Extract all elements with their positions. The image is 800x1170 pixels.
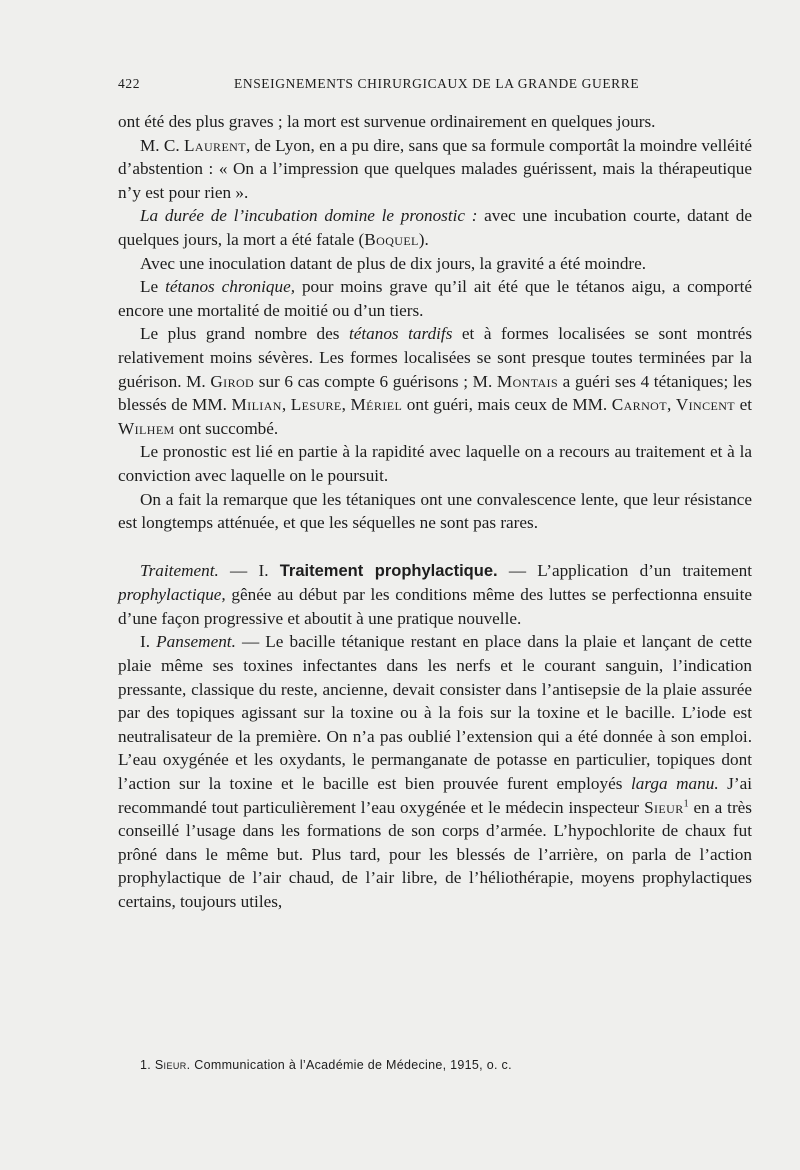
text-run: ont été des plus graves ; la mort est survenue ordinairement en quelques jours. — [118, 112, 656, 131]
italic-run: Traitement. — [140, 560, 219, 580]
text-run: — L’application d’un traitement — [497, 560, 753, 580]
text-run: avec une incubation courte, datant de quelques jours, la mort a été fatale ( — [118, 206, 752, 249]
footnote-number: 1. — [140, 1058, 152, 1072]
italic-run: Pansement. — [156, 632, 236, 652]
text-run: , de Lyon, en a pu dire, sans que sa formule comportât la moindre velléité d’abstention : « On a l’impression que quelques malades guérissent, mais la thérapeutique n’y est pour rien ». — [118, 135, 752, 202]
author-name: Mériel — [350, 395, 403, 415]
italic-run: prophylactique, — [118, 585, 226, 605]
text-run: On a fait la remarque que les tétaniques ont une convalescence lente, que leur résistance est longtemps atténuée, et que les séquelles ne sont pas rares. — [118, 489, 752, 533]
text-run: — Le bacille tétanique restant en place dans la plaie et lançant de cette plaie même ses toxines infectantes dans les nerfs et le courant sanguin, l’indication pressante, classique du reste, ancienne, devait consister dans l’antisepsie de la plaie assurée par des topiques agissant sur la toxine ou à la fois sur la toxine et le bacille. L’iode est neutralisateur de la première. On n’a pas oublié l’extension qui a été donnée à son emploi. L’eau oxygénée et les oxydants, le permanganate de potasse en particulier, topiques dont l’action sur la toxine et le bacille est bien prouvée furent employés — [118, 632, 752, 794]
footnote-author: Sieur. — [154, 1058, 191, 1072]
text-run: ont guéri, mais ceux de MM. — [402, 395, 612, 415]
text-run: a guéri ses 4 tétaniques; les blessés de MM. — [118, 371, 753, 415]
section-heading: Traitement prophylactique. — [279, 561, 498, 580]
text-run: , — [666, 395, 676, 415]
section-spacer — [118, 535, 752, 559]
text-run: pour moins grave qu’il ait été que le tétanos aigu, a comporté encore une mortalité de moitié ou d’un tiers. — [118, 277, 752, 320]
author-name: Laurent — [184, 135, 246, 155]
text-run: Le plus grand nombre des — [140, 324, 349, 344]
italic-run: larga manu. — [630, 774, 719, 794]
body-text — [118, 110, 752, 914]
paragraph — [118, 134, 752, 205]
text-run: , — [341, 395, 351, 415]
page-number: 422 — [118, 76, 141, 91]
text-run: Le pronostic est lié en partie à la rapidité avec laquelle on a recours au traitement et à la conviction avec laquelle on le poursuit. — [118, 442, 752, 485]
italic-run: tétanos tardifs — [348, 324, 453, 344]
author-name: Vincent — [675, 395, 736, 415]
section-heading-paragraph — [118, 559, 752, 631]
text-run: gênée au début par les conditions même des luttes se perfectionna ensuite d’une façon progressive et aboutit à une pratique nouvelle. — [118, 585, 752, 628]
text-run: M. C. — [140, 135, 185, 155]
running-title: ENSEIGNEMENTS CHIRURGICAUX DE LA GRANDE GUERRE — [234, 76, 640, 91]
author-name: Lesure — [290, 395, 342, 415]
text-run: sur 6 cas compte 6 guérisons ; M. — [254, 371, 497, 391]
author-name: Sieur — [644, 797, 684, 817]
text-run: Le — [140, 277, 166, 297]
paragraph — [118, 440, 752, 487]
text-run: , — [281, 395, 291, 415]
author-name: Girod — [210, 371, 255, 391]
paragraph — [118, 110, 752, 134]
italic-run: tétanos chronique, — [165, 277, 296, 297]
author-name: Carnot — [611, 395, 667, 415]
text-run: ont succombé. — [174, 418, 279, 438]
paragraph — [118, 204, 752, 251]
text-run: ). — [418, 229, 429, 249]
paragraph — [118, 630, 752, 913]
text-run: et à formes localisées se sont montrés relativement moins sévères. Les formes localisées se sont presque toutes terminées par la guérison. M. — [118, 324, 753, 391]
footnote — [140, 1058, 740, 1072]
text-run: I. — [140, 632, 157, 652]
author-name: Milian — [231, 395, 282, 415]
italic-run: La durée de l’incubation domine le pronostic : — [140, 206, 478, 226]
text-run: en a très conseillé l’usage dans les formations de son corps d’armée. L’hypochlorite de chaux fut prôné dans le même but. Plus tard, pour les blessés de l’arrière, on parla de l’action prophylactique de l’air chaud, de l’air libre, de l’héliothérapie, moyens prophylactiques certains, toujours utiles, — [118, 797, 752, 911]
footnote-marker: 1 — [683, 797, 689, 809]
author-name: Boquel — [364, 229, 419, 249]
paragraph — [118, 275, 752, 322]
text-run: et — [735, 395, 753, 415]
paragraph — [118, 488, 752, 535]
footnote-text: Communication à l’Académie de Médecine, 1915, o. c. — [190, 1058, 512, 1072]
paragraph — [118, 322, 752, 440]
text-run: J’ai recommandé tout particulièrement l’eau oxygénée et le médecin inspecteur — [118, 774, 752, 817]
author-name: Montais — [496, 371, 559, 391]
text-run: Avec une inoculation datant de plus de dix jours, la gravité a été moindre. — [140, 253, 647, 273]
author-name: Wilhem — [118, 418, 175, 438]
paragraph — [118, 252, 752, 276]
text-run: — I. — [218, 560, 280, 580]
